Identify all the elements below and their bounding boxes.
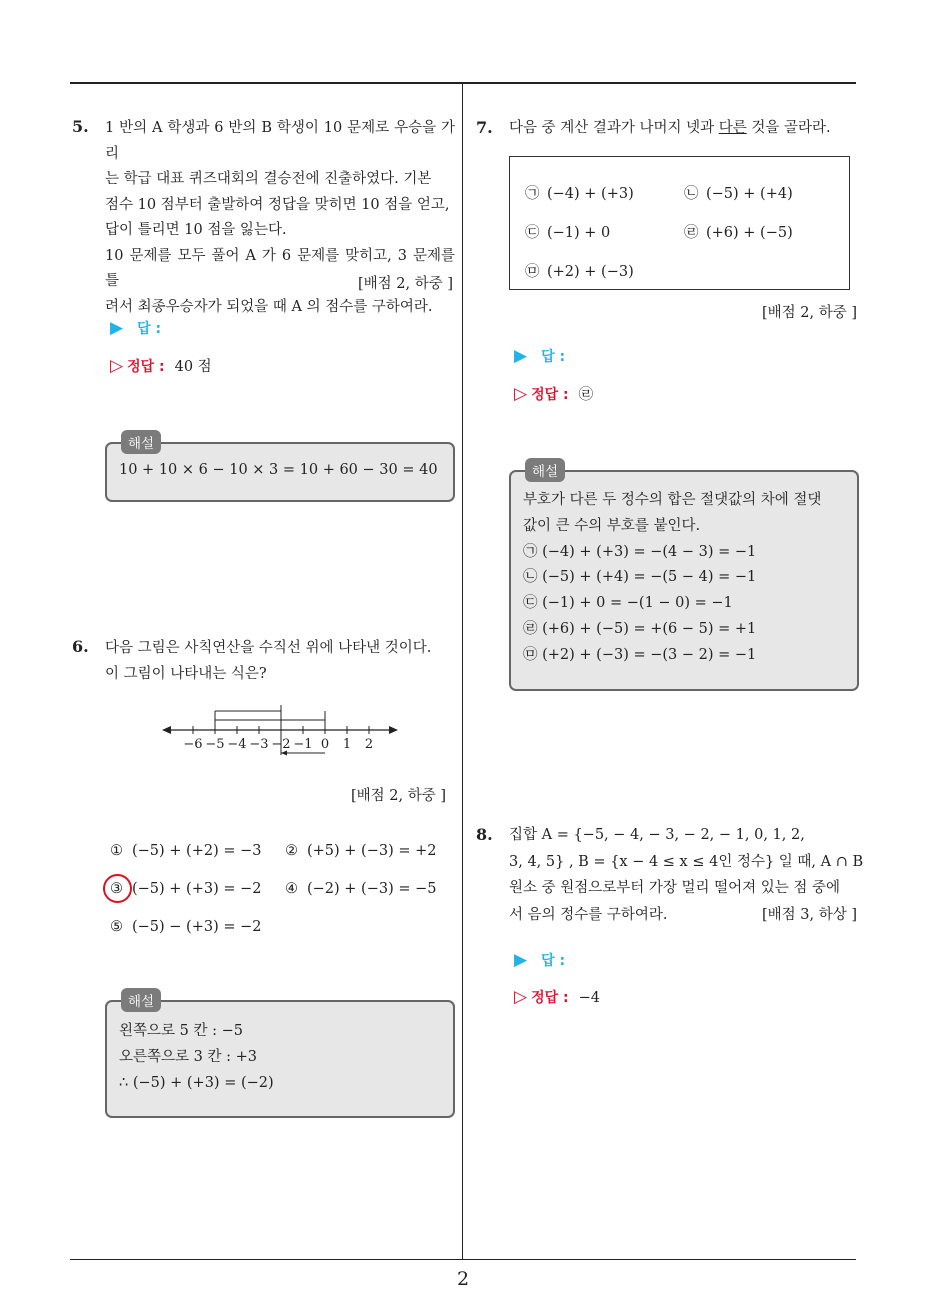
page-number: 2 — [456, 1268, 470, 1290]
q5-line: 답이 틀리면 10 점을 잃는다. — [105, 222, 287, 238]
q6-choice-1: ① (−5) + (+2) = −3 — [110, 843, 262, 859]
q8-line: 원소 중 원점으로부터 가장 멀리 떨어져 있는 점 중에 — [509, 880, 841, 896]
correct-label: 정답 : — [531, 387, 569, 403]
q6-line: 이 그림이 나타내는 식은? — [105, 665, 267, 682]
explanation-line: 값이 큰 수의 부호를 붙인다. — [523, 517, 701, 534]
q7-correct-row — [514, 383, 593, 404]
q6-choice-4: ④ (−2) + (−3) = −5 — [285, 881, 437, 897]
q6-score: [배점 2, 하중 ] — [350, 788, 446, 804]
numberline-tick-label: −6 — [183, 737, 203, 752]
q5-explanation-box — [105, 436, 455, 502]
explanation-line: ㉤ (+2) + (−3) = −(3 − 2) = −1 — [523, 646, 757, 663]
numberline-tick-label: −2 — [271, 737, 291, 752]
explanation-tag: 해설 — [121, 430, 161, 454]
q5-line: 는 학급 대표 퀴즈대회의 결승전에 진출하였다. 기본 — [105, 171, 432, 187]
q5-answer-row — [110, 318, 161, 338]
q8-correct-row — [514, 987, 600, 1007]
q8-score: [배점 3, 하상 ] — [761, 907, 857, 923]
selected-answer-circle — [103, 874, 132, 903]
question-number-7: 7. — [476, 118, 493, 137]
filled-triangle-icon: ▶ — [514, 950, 528, 970]
q5-correct-value: 40 점 — [174, 359, 212, 375]
emphasis-underlined: 다른 — [718, 120, 747, 136]
q7-choice-a: ㉠ (−4) + (+3) — [525, 186, 634, 202]
explanation-line: ㉣ (+6) + (−5) = +(6 − 5) = +1 — [523, 620, 757, 637]
q6-explanation-body — [119, 1019, 443, 1096]
q8-line: 서 음의 정수를 구하여라. — [509, 906, 668, 923]
numberline-tick-label: 2 — [364, 737, 374, 752]
numberline-tick-label: −3 — [249, 737, 269, 752]
q5-line: 10 문제를 모두 풀어 A 가 6 문제를 맞히고, 3 문제를 틀 — [105, 247, 455, 289]
explanation-line: ㉢ (−1) + 0 = −(1 − 0) = −1 — [523, 595, 733, 612]
right-arrowhead — [389, 726, 398, 734]
filled-triangle-icon: ▶ — [514, 346, 528, 366]
numberline-tick-label: 1 — [342, 737, 352, 752]
numberline-tick-label: −4 — [227, 737, 247, 752]
explanation-tag: 해설 — [121, 988, 161, 1012]
q7-choice-e: ㉤ (+2) + (−3) — [525, 264, 634, 280]
q5-line: 려서 최종우승자가 되었을 때 A 의 점수를 구하여라. — [105, 298, 433, 315]
correct-label: 정답 : — [531, 990, 569, 1006]
q8-correct-value: −4 — [578, 990, 600, 1006]
number-line-figure — [160, 700, 405, 766]
answer-label: 답 : — [137, 321, 162, 337]
q7-answer-row — [514, 346, 565, 366]
top-rule — [70, 82, 856, 84]
q8-line: 집합 A = {−5, − 4, − 3, − 2, − 1, 0, 1, 2, — [509, 827, 805, 843]
numberline-tick-label: −5 — [205, 737, 225, 752]
q7-explanation-body — [523, 488, 847, 669]
bottom-rule — [70, 1259, 856, 1260]
q7-correct-value: ㉣ — [578, 387, 594, 403]
q7-choice-b: ㉡ (−5) + (+4) — [684, 186, 793, 202]
q7-explanation-box — [509, 464, 859, 691]
q7-choice-d: ㉣ (+6) + (−5) — [684, 225, 793, 241]
explanation-line: ㉡ (−5) + (+4) = −(5 − 4) = −1 — [523, 569, 757, 586]
q5-explanation-body — [119, 458, 443, 484]
filled-triangle-icon: ▶ — [110, 318, 124, 338]
q5-line: 1 반의 A 학생과 6 반의 B 학생이 10 문제로 우승을 가리 — [105, 120, 455, 162]
outline-triangle-icon: ▷ — [514, 987, 528, 1007]
question-6-text — [105, 636, 455, 687]
q7-score: [배점 2, 하중 ] — [761, 305, 857, 321]
explanation-tag: 해설 — [525, 458, 565, 482]
q6-choice-2: ② (+5) + (−3) = +2 — [285, 843, 437, 859]
question-number-8: 8. — [476, 825, 493, 844]
explanation-line: 10 + 10 × 6 − 10 × 3 = 10 + 60 − 30 = 40 — [119, 462, 438, 478]
explanation-line: 부호가 다른 두 정수의 합은 절댓값의 차에 절댓 — [523, 492, 822, 508]
q6-line: 다음 그림은 사칙연산을 수직선 위에 나타낸 것이다. — [105, 640, 432, 656]
explanation-line: ∴ (−5) + (+3) = (−2) — [119, 1074, 274, 1091]
q6-choice-5: ⑤ (−5) − (+3) = −2 — [110, 919, 262, 935]
q7-choice-c: ㉢ (−1) + 0 — [525, 225, 611, 241]
outline-triangle-icon: ▷ — [110, 356, 124, 376]
q5-score: [배점 2, 하중 ] — [357, 276, 453, 292]
numberline-tick-label: 0 — [320, 737, 330, 752]
left-arrowhead — [162, 726, 171, 734]
answer-label: 답 : — [541, 349, 566, 365]
explanation-line: 오른쪽으로 3 칸 : +3 — [119, 1048, 257, 1065]
q5-correct-row — [110, 355, 212, 376]
q8-line: 3, 4, 5} , B = {x − 4 ≤ x ≤ 4인 정수} 일 때, A ∩ B — [509, 853, 864, 870]
numberline-tick-label: −1 — [293, 737, 313, 752]
answer-label: 답 : — [541, 953, 566, 969]
q5-line: 점수 10 점부터 출발하여 정답을 맞히면 10 점을 얻고, — [105, 196, 450, 213]
q8-answer-row — [514, 950, 565, 970]
question-7-text: 다음 중 계산 결과가 나머지 넷과 다른 것을 골라라. — [509, 120, 831, 136]
column-divider — [462, 83, 463, 1259]
q6-choice-3: ③ (−5) + (+3) = −2 — [110, 881, 262, 897]
correct-label: 정답 : — [127, 359, 165, 375]
explanation-line: 왼쪽으로 5 칸 : −5 — [119, 1023, 243, 1039]
question-number-6: 6. — [72, 637, 89, 656]
question-number-5: 5. — [72, 117, 89, 136]
outline-triangle-icon: ▷ — [514, 384, 528, 404]
explanation-line: ㉠ (−4) + (+3) = −(4 − 3) = −1 — [523, 543, 757, 560]
q6-explanation-box — [105, 994, 455, 1118]
